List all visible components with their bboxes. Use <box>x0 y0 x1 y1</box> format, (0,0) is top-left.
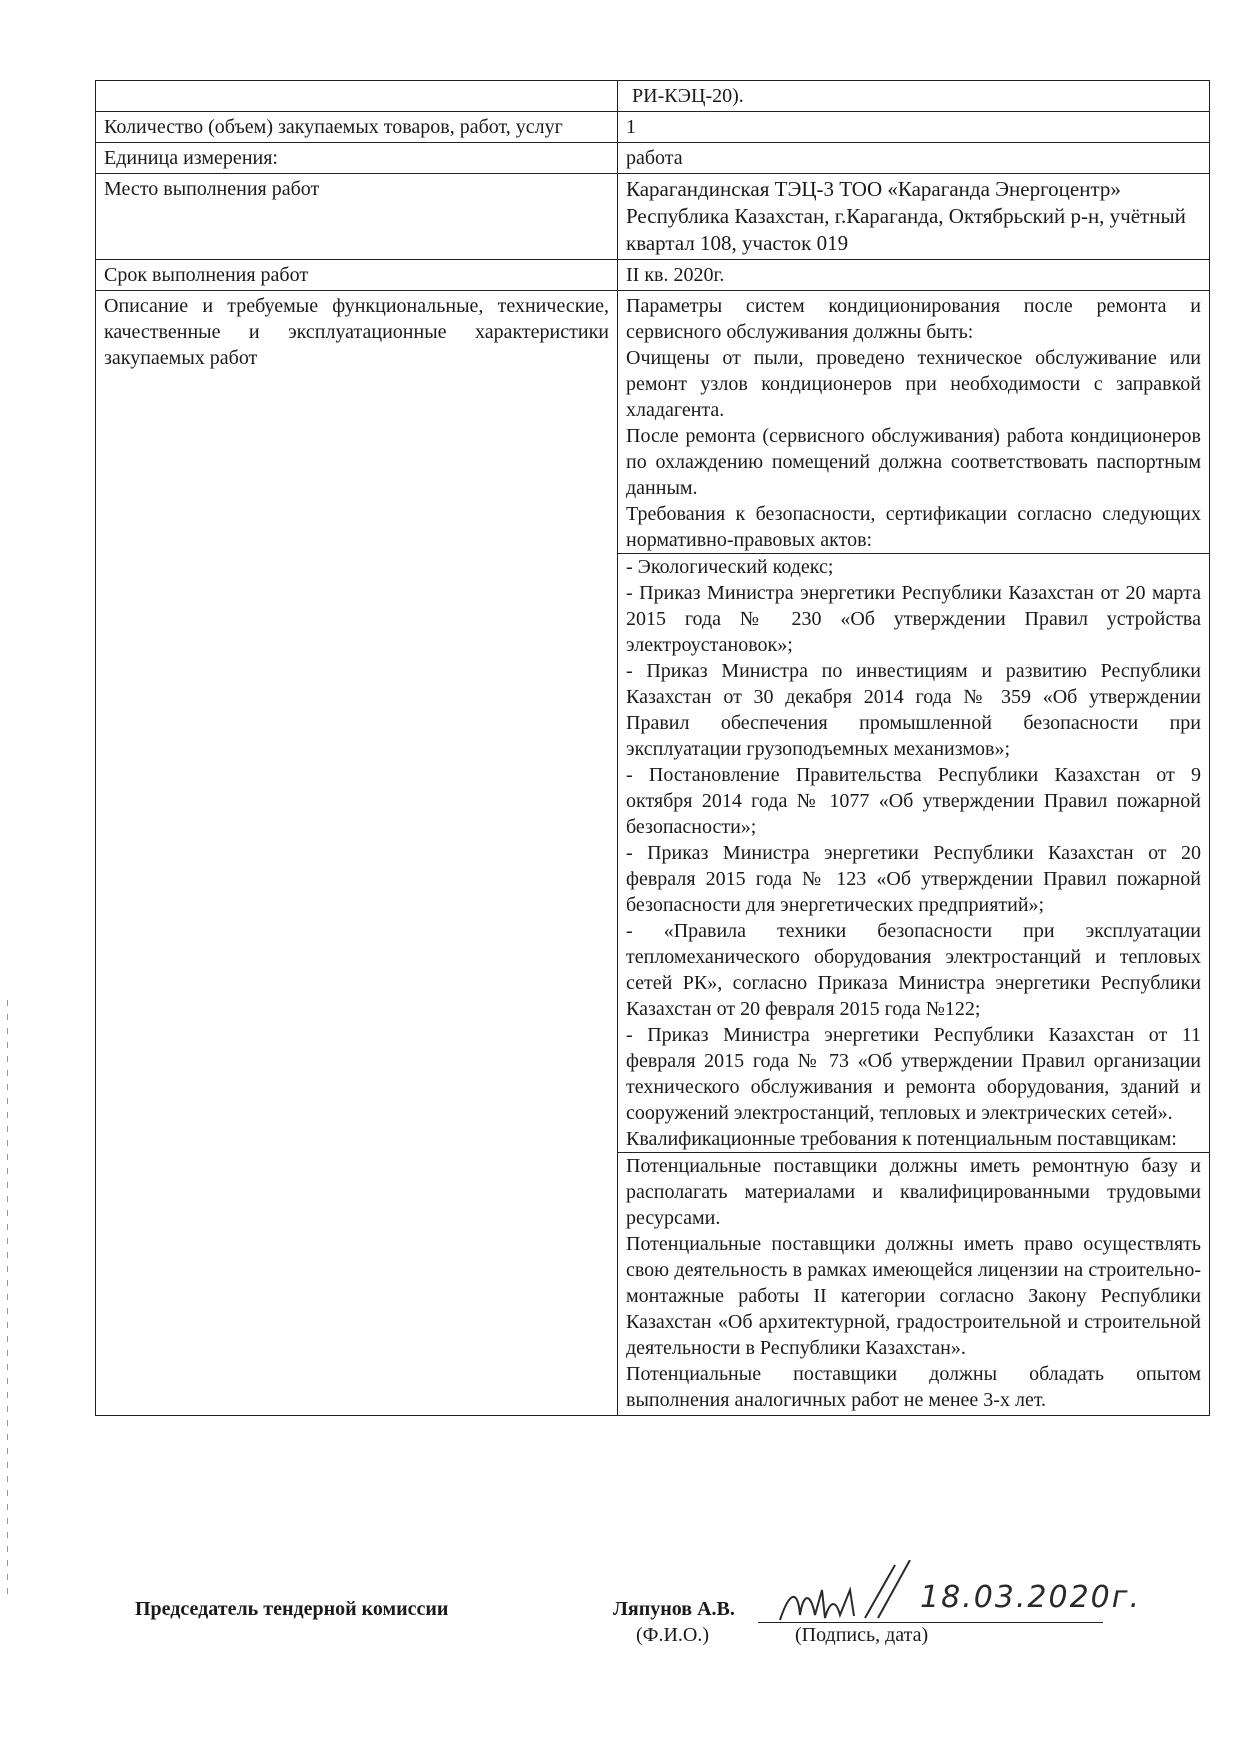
legal-act-item: - Постановление Правительства Республики Казахстан от 9 октября 2014 года № 1077 «Об утверждении Правил пожарной безопасности»; <box>626 764 1201 838</box>
qualification-paragraph: Потенциальные поставщики должны иметь право осуществлять свою деятельность в рамках имеющейся лицензии на строительно-монтажные работы II категории согласно Закону Республики Казахстан «Об архитектурной, градостроительной и строительной деятельности в Республики Казахстан». <box>626 1233 1201 1359</box>
qualification-title: Квалификационные требования к потенциальным поставщикам: <box>626 1128 1177 1150</box>
table-row <box>96 143 1210 174</box>
legal-act-item: - Приказ Министра энергетики Республики Казахстан от 20 февраля 2015 года № 123 «Об утверждении Правил пожарной безопасности для энергетических предприятий»; <box>626 842 1201 916</box>
fio-caption: (Ф.И.О.) <box>636 1624 710 1646</box>
description-paragraph: Очищены от пыли, проведено техническое обслуживание или ремонт узлов кондиционеров при необходимости с заправкой хладагента. <box>626 347 1201 421</box>
legal-act-item: - Приказ Министра энергетики Республики Казахстан от 11 февраля 2015 года № 73 «Об утверждении Правил организации технического обслуживания и ремонта оборудования, зданий и сооружений электростанций, тепловых и электрических сетей». <box>626 1024 1201 1124</box>
table-row <box>96 112 1210 143</box>
term-value: II кв. 2020г. <box>618 260 1210 291</box>
table-row <box>96 81 1210 112</box>
quantity-number: 1 <box>626 116 636 138</box>
signature-footer <box>0 1560 1240 1680</box>
legal-act-item: - Экологический кодекс; <box>626 556 834 578</box>
quantity-label: Количество (объем) закупаемых товаров, работ, услуг <box>96 112 618 143</box>
table-row <box>96 260 1210 291</box>
quantity-value <box>618 112 1210 143</box>
legal-act-item: - «Правила техники безопасности при эксплуатации тепломеханического оборудования электростанций и тепловых сетей РК», согласно Приказа Министра энергетики Республики Казахстан от 20 февраля 2015 года №122; <box>626 920 1201 1020</box>
requirements-table <box>95 80 1210 1416</box>
qualification-paragraph: Потенциальные поставщики должны иметь ремонтную базу и располагать материалами и квалифицированными трудовыми ресурсами. <box>626 1155 1201 1229</box>
description-value <box>618 291 1210 1416</box>
handwritten-date: 18.03.2020г. <box>920 1580 1142 1615</box>
legal-acts-block <box>618 553 1209 1152</box>
unit-value: работа <box>618 143 1210 174</box>
place-label: Место выполнения работ <box>96 174 618 260</box>
legal-act-item: - Приказ Министра энергетики Республики Казахстан от 20 марта 2015 года № 230 «Об утверждении Правил устройства электроустановок»; <box>626 582 1201 656</box>
description-paragraph: Параметры систем кондиционирования после ремонта и сервисного обслуживания должны быть: <box>626 295 1201 343</box>
scan-margin-marks <box>4 1000 14 1600</box>
chair-name: Ляпунов А.В. <box>613 1598 735 1620</box>
unit-label: Единица измерения: <box>96 143 618 174</box>
signature-date-caption: (Подпись, дата) <box>795 1624 929 1646</box>
legal-act-item: - Приказ Министра по инвестициям и развитию Республики Казахстан от 30 декабря 2014 года № 359 «Об утверждении Правил обеспечения промышленной безопасности при эксплуатации грузоподъемных механизмов»; <box>626 660 1201 760</box>
table-row <box>96 174 1210 260</box>
row-label-empty <box>96 81 618 112</box>
chair-title: Председатель тендерной комиссии <box>135 1598 449 1620</box>
place-value: Карагандинская ТЭЦ-3 ТОО «Караганда Энергоцентр» Республика Казахстан, г.Караганда, Октябрьский р-н, учётный квартал 108, участок 019 <box>618 174 1210 260</box>
description-label: Описание и требуемые функциональные, технические, качественные и эксплуатационные характеристики закупаемых работ <box>96 291 618 1416</box>
table-row <box>96 291 1210 1416</box>
description-paragraph: После ремонта (сервисного обслуживания) работа кондиционеров по охлаждению помещений должна соответствовать паспортным данным. <box>626 425 1201 499</box>
qualification-paragraph: Потенциальные поставщики должны обладать опытом выполнения аналогичных работ не менее 3-х лет. <box>626 1363 1201 1411</box>
row-value <box>618 81 1210 112</box>
description-paragraph: Требования к безопасности, сертификации согласно следующих нормативно-правовых актов: <box>626 503 1201 551</box>
term-label: Срок выполнения работ <box>96 260 618 291</box>
qualification-block <box>618 1152 1209 1413</box>
continued-text: РИ-КЭЦ-20). <box>632 85 744 107</box>
